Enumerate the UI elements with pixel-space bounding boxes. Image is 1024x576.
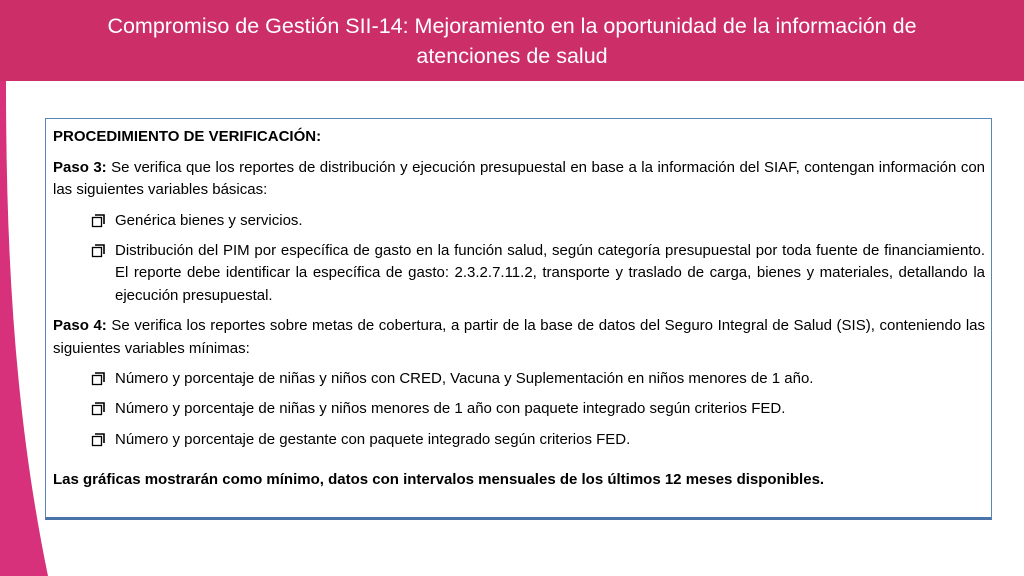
list-item-text: Distribución del PIM por específica de gasto en la función salud, según categoría presupuestal por toda fuente de financiamiento. El reporte debe identificar la específica de gasto: 2.3.2.7.11.2, transporte y traslado de carga, bienes y materiales, detallando la ejecución presupuestal. (115, 241, 985, 305)
conclusion-text: Las gráficas mostrarán como mínimo, datos con intervalos mensuales de los últimos 12 meses disponibles. (53, 471, 825, 489)
list-item (91, 210, 985, 233)
list-item-text: Número y porcentaje de niñas y niños con CRED, Vacuna y Suplementación en niños menores de 1 año. (115, 370, 814, 388)
step-4-paragraph (53, 315, 985, 360)
list-item (91, 368, 985, 391)
procedure-heading: PROCEDIMIENTO DE VERIFICACIÓN: (53, 128, 322, 145)
list-item-text: Genérica bienes y servicios. (115, 211, 303, 229)
slide-title-line-1: Compromiso de Gestión SII-14: Mejoramiento en la oportunidad de la información de (107, 13, 917, 38)
step-4-label: Paso 4: (53, 317, 107, 335)
checkbox-bullet-icon (91, 402, 105, 416)
step-4-text: Se verifica los reportes sobre metas de cobertura, a partir de la base de datos del Seguro Integral de Salud (SIS), conteniendo las siguientes variables mínimas: (53, 317, 985, 357)
checkbox-bullet-icon (91, 214, 105, 228)
checkbox-bullet-icon (91, 433, 105, 447)
slide-title-line-2: atenciones de salud (416, 43, 608, 68)
list-item-text: Número y porcentaje de niñas y niños menores de 1 año con paquete integrado según criterios FED. (115, 400, 786, 418)
step-3-label: Paso 3: (53, 158, 107, 176)
step-3-text: Se verifica que los reportes de distribución y ejecución presupuestal en base a la información del SIAF, contengan información con las siguientes variables básicas: (53, 158, 986, 199)
step-3-paragraph (53, 157, 985, 202)
slide-header (0, 0, 1024, 81)
checkbox-bullet-icon (91, 244, 105, 258)
checkbox-bullet-icon (91, 372, 105, 386)
list-item (91, 240, 985, 308)
step-3-list (91, 210, 985, 308)
verification-panel (45, 118, 992, 520)
list-item (91, 429, 985, 452)
step-4-list (91, 368, 985, 451)
list-item (91, 398, 985, 421)
list-item-text: Número y porcentaje de gestante con paquete integrado según criterios FED. (115, 430, 631, 448)
